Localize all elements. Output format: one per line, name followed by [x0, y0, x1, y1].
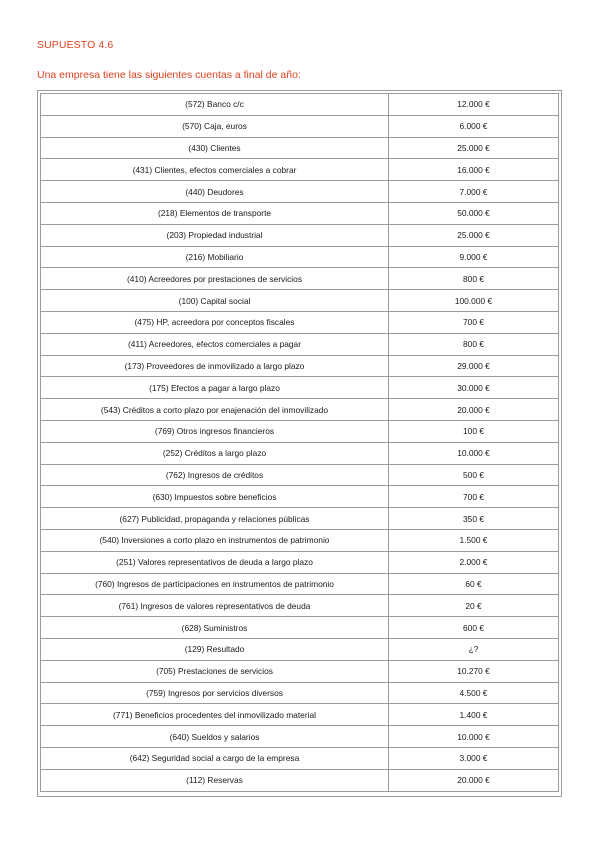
table-row — [41, 290, 559, 312]
account-name-cell: (430) Clientes — [41, 137, 389, 159]
account-name-cell: (640) Sueldos y salarios — [41, 726, 389, 748]
table-row — [41, 159, 559, 181]
table-row — [41, 442, 559, 464]
table-row — [41, 704, 559, 726]
exercise-intro: Una empresa tiene las siguientes cuentas a final de año: — [37, 69, 301, 81]
account-amount-cell: 50.000 € — [389, 202, 559, 224]
account-amount-cell: 25.000 € — [389, 224, 559, 246]
table-row — [41, 747, 559, 769]
account-name-cell: (203) Propiedad industrial — [41, 224, 389, 246]
account-name-cell: (216) Mobiliario — [41, 246, 389, 268]
account-amount-cell: 10.270 € — [389, 660, 559, 682]
account-amount-cell: 9.000 € — [389, 246, 559, 268]
table-row — [41, 377, 559, 399]
account-name-cell: (630) Impuestos sobre beneficios — [41, 486, 389, 508]
accounts-table — [40, 93, 559, 792]
table-row — [41, 573, 559, 595]
account-name-cell: (112) Reservas — [41, 769, 389, 791]
account-name-cell: (769) Otros ingresos financieros — [41, 420, 389, 442]
account-name-cell: (410) Acreedores por prestaciones de servicios — [41, 268, 389, 290]
account-amount-cell: 100 € — [389, 420, 559, 442]
table-row — [41, 202, 559, 224]
account-amount-cell: 2.000 € — [389, 551, 559, 573]
table-row — [41, 617, 559, 639]
account-name-cell: (218) Elementos de transporte — [41, 202, 389, 224]
account-name-cell: (572) Banco c/c — [41, 94, 389, 116]
account-amount-cell: 350 € — [389, 508, 559, 530]
account-name-cell: (440) Deudores — [41, 181, 389, 203]
table-row — [41, 508, 559, 530]
table-row — [41, 115, 559, 137]
table-row — [41, 486, 559, 508]
account-name-cell: (540) Inversiones a corto plazo en instrumentos de patrimonio — [41, 529, 389, 551]
table-row — [41, 529, 559, 551]
account-name-cell: (771) Beneficios procedentes del inmovilizado material — [41, 704, 389, 726]
account-amount-cell: 500 € — [389, 464, 559, 486]
account-amount-cell: 1.500 € — [389, 529, 559, 551]
table-row — [41, 464, 559, 486]
table-row — [41, 137, 559, 159]
account-name-cell: (759) Ingresos por servicios diversos — [41, 682, 389, 704]
table-row — [41, 246, 559, 268]
account-name-cell: (627) Publicidad, propaganda y relaciones públicas — [41, 508, 389, 530]
account-amount-cell: 20 € — [389, 595, 559, 617]
account-amount-cell: 6.000 € — [389, 115, 559, 137]
table-row — [41, 181, 559, 203]
account-amount-cell: 20.000 € — [389, 399, 559, 421]
account-amount-cell: 60 € — [389, 573, 559, 595]
account-name-cell: (628) Suministros — [41, 617, 389, 639]
account-name-cell: (760) Ingresos de participaciones en instrumentos de patrimonio — [41, 573, 389, 595]
account-amount-cell: 20.000 € — [389, 769, 559, 791]
table-row — [41, 660, 559, 682]
account-name-cell: (762) Ingresos de créditos — [41, 464, 389, 486]
account-name-cell: (251) Valores representativos de deuda a largo plazo — [41, 551, 389, 573]
account-name-cell: (252) Créditos a largo plazo — [41, 442, 389, 464]
account-amount-cell: 10.000 € — [389, 442, 559, 464]
table-row — [41, 399, 559, 421]
account-amount-cell: 100.000 € — [389, 290, 559, 312]
account-name-cell: (173) Proveedores de inmovilizado a largo plazo — [41, 355, 389, 377]
account-amount-cell: 4.500 € — [389, 682, 559, 704]
account-name-cell: (570) Caja, euros — [41, 115, 389, 137]
account-name-cell: (175) Efectos a pagar a largo plazo — [41, 377, 389, 399]
table-row — [41, 420, 559, 442]
account-name-cell: (411) Acreedores, efectos comerciales a pagar — [41, 333, 389, 355]
account-name-cell: (129) Resultado — [41, 638, 389, 660]
table-row — [41, 311, 559, 333]
account-amount-cell: 7.000 € — [389, 181, 559, 203]
accounts-table-frame — [37, 90, 562, 797]
accounts-table-body — [41, 94, 559, 792]
account-name-cell: (431) Clientes, efectos comerciales a cobrar — [41, 159, 389, 181]
account-name-cell: (761) Ingresos de valores representativos de deuda — [41, 595, 389, 617]
account-name-cell: (705) Prestaciones de servicios — [41, 660, 389, 682]
account-amount-cell: 700 € — [389, 486, 559, 508]
account-amount-cell: 16.000 € — [389, 159, 559, 181]
table-row — [41, 355, 559, 377]
account-amount-cell: 10.000 € — [389, 726, 559, 748]
table-row — [41, 595, 559, 617]
account-amount-cell: 3.000 € — [389, 747, 559, 769]
account-name-cell: (100) Capital social — [41, 290, 389, 312]
account-amount-cell: 800 € — [389, 333, 559, 355]
account-name-cell: (475) HP, acreedora por conceptos fiscales — [41, 311, 389, 333]
account-amount-cell: 30.000 € — [389, 377, 559, 399]
table-row — [41, 726, 559, 748]
table-row — [41, 638, 559, 660]
table-row — [41, 682, 559, 704]
table-row — [41, 551, 559, 573]
table-row — [41, 94, 559, 116]
account-amount-cell: 25.000 € — [389, 137, 559, 159]
account-amount-cell: 29.000 € — [389, 355, 559, 377]
table-row — [41, 268, 559, 290]
exercise-title: SUPUESTO 4.6 — [37, 39, 114, 51]
account-name-cell: (543) Créditos a corto plazo por enajenación del inmovilizado — [41, 399, 389, 421]
account-name-cell: (642) Seguridad social a cargo de la empresa — [41, 747, 389, 769]
table-row — [41, 333, 559, 355]
account-amount-cell: 700 € — [389, 311, 559, 333]
account-amount-cell: 600 € — [389, 617, 559, 639]
account-amount-cell: 1.400 € — [389, 704, 559, 726]
account-amount-cell: 800 € — [389, 268, 559, 290]
account-amount-cell: 12.000 € — [389, 94, 559, 116]
account-amount-cell: ¿? — [389, 638, 559, 660]
table-row — [41, 224, 559, 246]
table-row — [41, 769, 559, 791]
